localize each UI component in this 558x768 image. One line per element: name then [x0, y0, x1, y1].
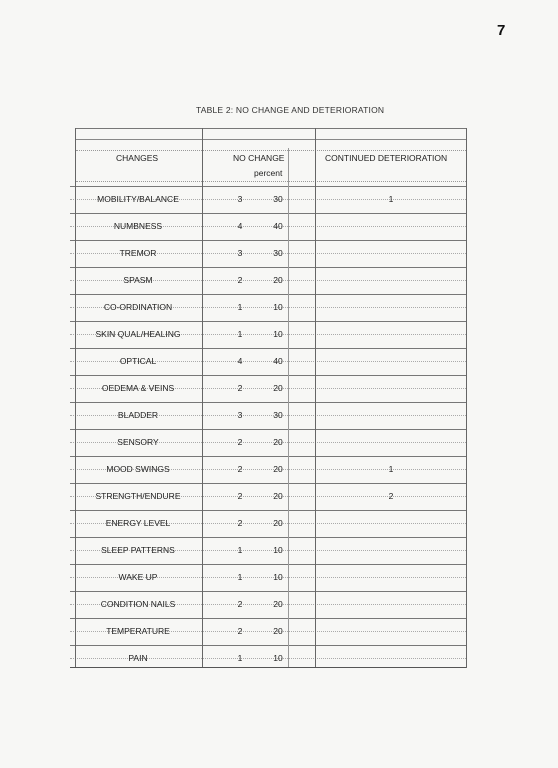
change-name: ENERGY LEVEL	[105, 518, 171, 528]
table-row	[70, 456, 466, 483]
results-table	[70, 128, 466, 668]
table-row	[70, 537, 466, 564]
change-name: NUMBNESS	[113, 221, 163, 231]
deterioration-count: 1	[388, 464, 394, 474]
table-top-border	[76, 128, 466, 129]
row-rule	[70, 240, 466, 241]
no-change-percent: 10	[273, 653, 283, 663]
no-change-count: 1	[237, 572, 243, 582]
row-rule	[70, 267, 466, 268]
change-name: TEMPERATURE	[106, 626, 170, 636]
row-rule	[70, 186, 466, 187]
no-change-count: 2	[237, 437, 243, 447]
no-change-percent: 10	[273, 302, 283, 312]
change-name: STRENGTH/ENDURE	[95, 491, 181, 501]
table-row	[70, 186, 466, 213]
no-change-percent: 30	[273, 194, 283, 204]
no-change-percent: 20	[273, 437, 283, 447]
change-name: MOBILITY/BALANCE	[97, 194, 179, 204]
change-name: CONDITION NAILS	[100, 599, 176, 609]
table-row	[70, 321, 466, 348]
column-divider	[75, 128, 76, 668]
column-divider	[288, 148, 289, 668]
no-change-count: 2	[237, 599, 243, 609]
row-rule	[70, 429, 466, 430]
no-change-count: 2	[237, 464, 243, 474]
no-change-count: 4	[237, 221, 243, 231]
change-name: PAIN	[128, 653, 148, 663]
table-row	[70, 429, 466, 456]
table-row	[70, 483, 466, 510]
no-change-percent: 20	[273, 383, 283, 393]
table-bottom-border	[70, 667, 466, 668]
row-rule	[70, 645, 466, 646]
change-name: BLADDER	[117, 410, 159, 420]
table-row	[70, 267, 466, 294]
change-name: OPTICAL	[119, 356, 157, 366]
no-change-percent: 10	[273, 329, 283, 339]
no-change-percent: 20	[273, 464, 283, 474]
no-change-percent: 20	[273, 275, 283, 285]
no-change-count: 3	[237, 248, 243, 258]
deterioration-count: 1	[388, 194, 394, 204]
table-row	[70, 564, 466, 591]
table-row	[70, 618, 466, 645]
no-change-count: 4	[237, 356, 243, 366]
no-change-percent: 40	[273, 221, 283, 231]
table-row	[70, 213, 466, 240]
no-change-count: 2	[237, 518, 243, 528]
header-continued-deterioration: CONTINUED DETERIORATION	[325, 153, 448, 163]
column-divider	[466, 128, 467, 668]
change-name: CO-ORDINATION	[103, 302, 173, 312]
change-name: MOOD SWINGS	[106, 464, 170, 474]
row-rule	[70, 402, 466, 403]
no-change-count: 1	[237, 653, 243, 663]
header-changes: CHANGES	[116, 153, 159, 163]
no-change-percent: 20	[273, 599, 283, 609]
no-change-count: 3	[237, 410, 243, 420]
change-name: SKIN QUAL/HEALING	[95, 329, 181, 339]
row-rule	[70, 456, 466, 457]
no-change-percent: 20	[273, 491, 283, 501]
table-row	[70, 591, 466, 618]
header-no-change: NO CHANGE	[233, 153, 285, 163]
change-name: TREMOR	[119, 248, 157, 258]
header-rule	[76, 139, 466, 140]
row-rule	[70, 591, 466, 592]
no-change-percent: 10	[273, 545, 283, 555]
no-change-count: 2	[237, 491, 243, 501]
header-rule	[76, 150, 466, 151]
row-rule	[70, 564, 466, 565]
no-change-percent: 30	[273, 248, 283, 258]
row-rule	[70, 375, 466, 376]
table-title: TABLE 2: NO CHANGE AND DETERIORATION	[196, 105, 385, 115]
row-rule	[70, 483, 466, 484]
row-rule	[70, 537, 466, 538]
no-change-count: 1	[237, 545, 243, 555]
row-rule	[70, 618, 466, 619]
no-change-percent: 30	[273, 410, 283, 420]
row-rule	[70, 294, 466, 295]
change-name: SLEEP PATTERNS	[101, 545, 175, 555]
table-row	[70, 294, 466, 321]
table-row	[70, 510, 466, 537]
change-name: SENSORY	[117, 437, 159, 447]
no-change-count: 1	[237, 329, 243, 339]
no-change-percent: 20	[273, 626, 283, 636]
no-change-percent: 20	[273, 518, 283, 528]
column-divider	[315, 128, 316, 668]
no-change-count: 2	[237, 275, 243, 285]
header-percent: percent	[254, 168, 283, 178]
row-rule	[70, 510, 466, 511]
no-change-count: 2	[237, 383, 243, 393]
table-row	[70, 402, 466, 429]
row-rule	[70, 348, 466, 349]
table-row	[70, 348, 466, 375]
row-rule	[70, 321, 466, 322]
deterioration-count: 2	[388, 491, 394, 501]
page-number: 7	[497, 22, 506, 39]
change-name: WAKE UP	[118, 572, 158, 582]
row-rule	[70, 213, 466, 214]
change-name: OEDEMA & VEINS	[101, 383, 175, 393]
no-change-count: 3	[237, 194, 243, 204]
table-row	[70, 375, 466, 402]
table-row	[70, 240, 466, 267]
change-name: SPASM	[123, 275, 153, 285]
no-change-count: 2	[237, 626, 243, 636]
no-change-percent: 10	[273, 572, 283, 582]
column-divider	[202, 128, 203, 668]
no-change-count: 1	[237, 302, 243, 312]
header-rule	[76, 181, 466, 182]
no-change-percent: 40	[273, 356, 283, 366]
